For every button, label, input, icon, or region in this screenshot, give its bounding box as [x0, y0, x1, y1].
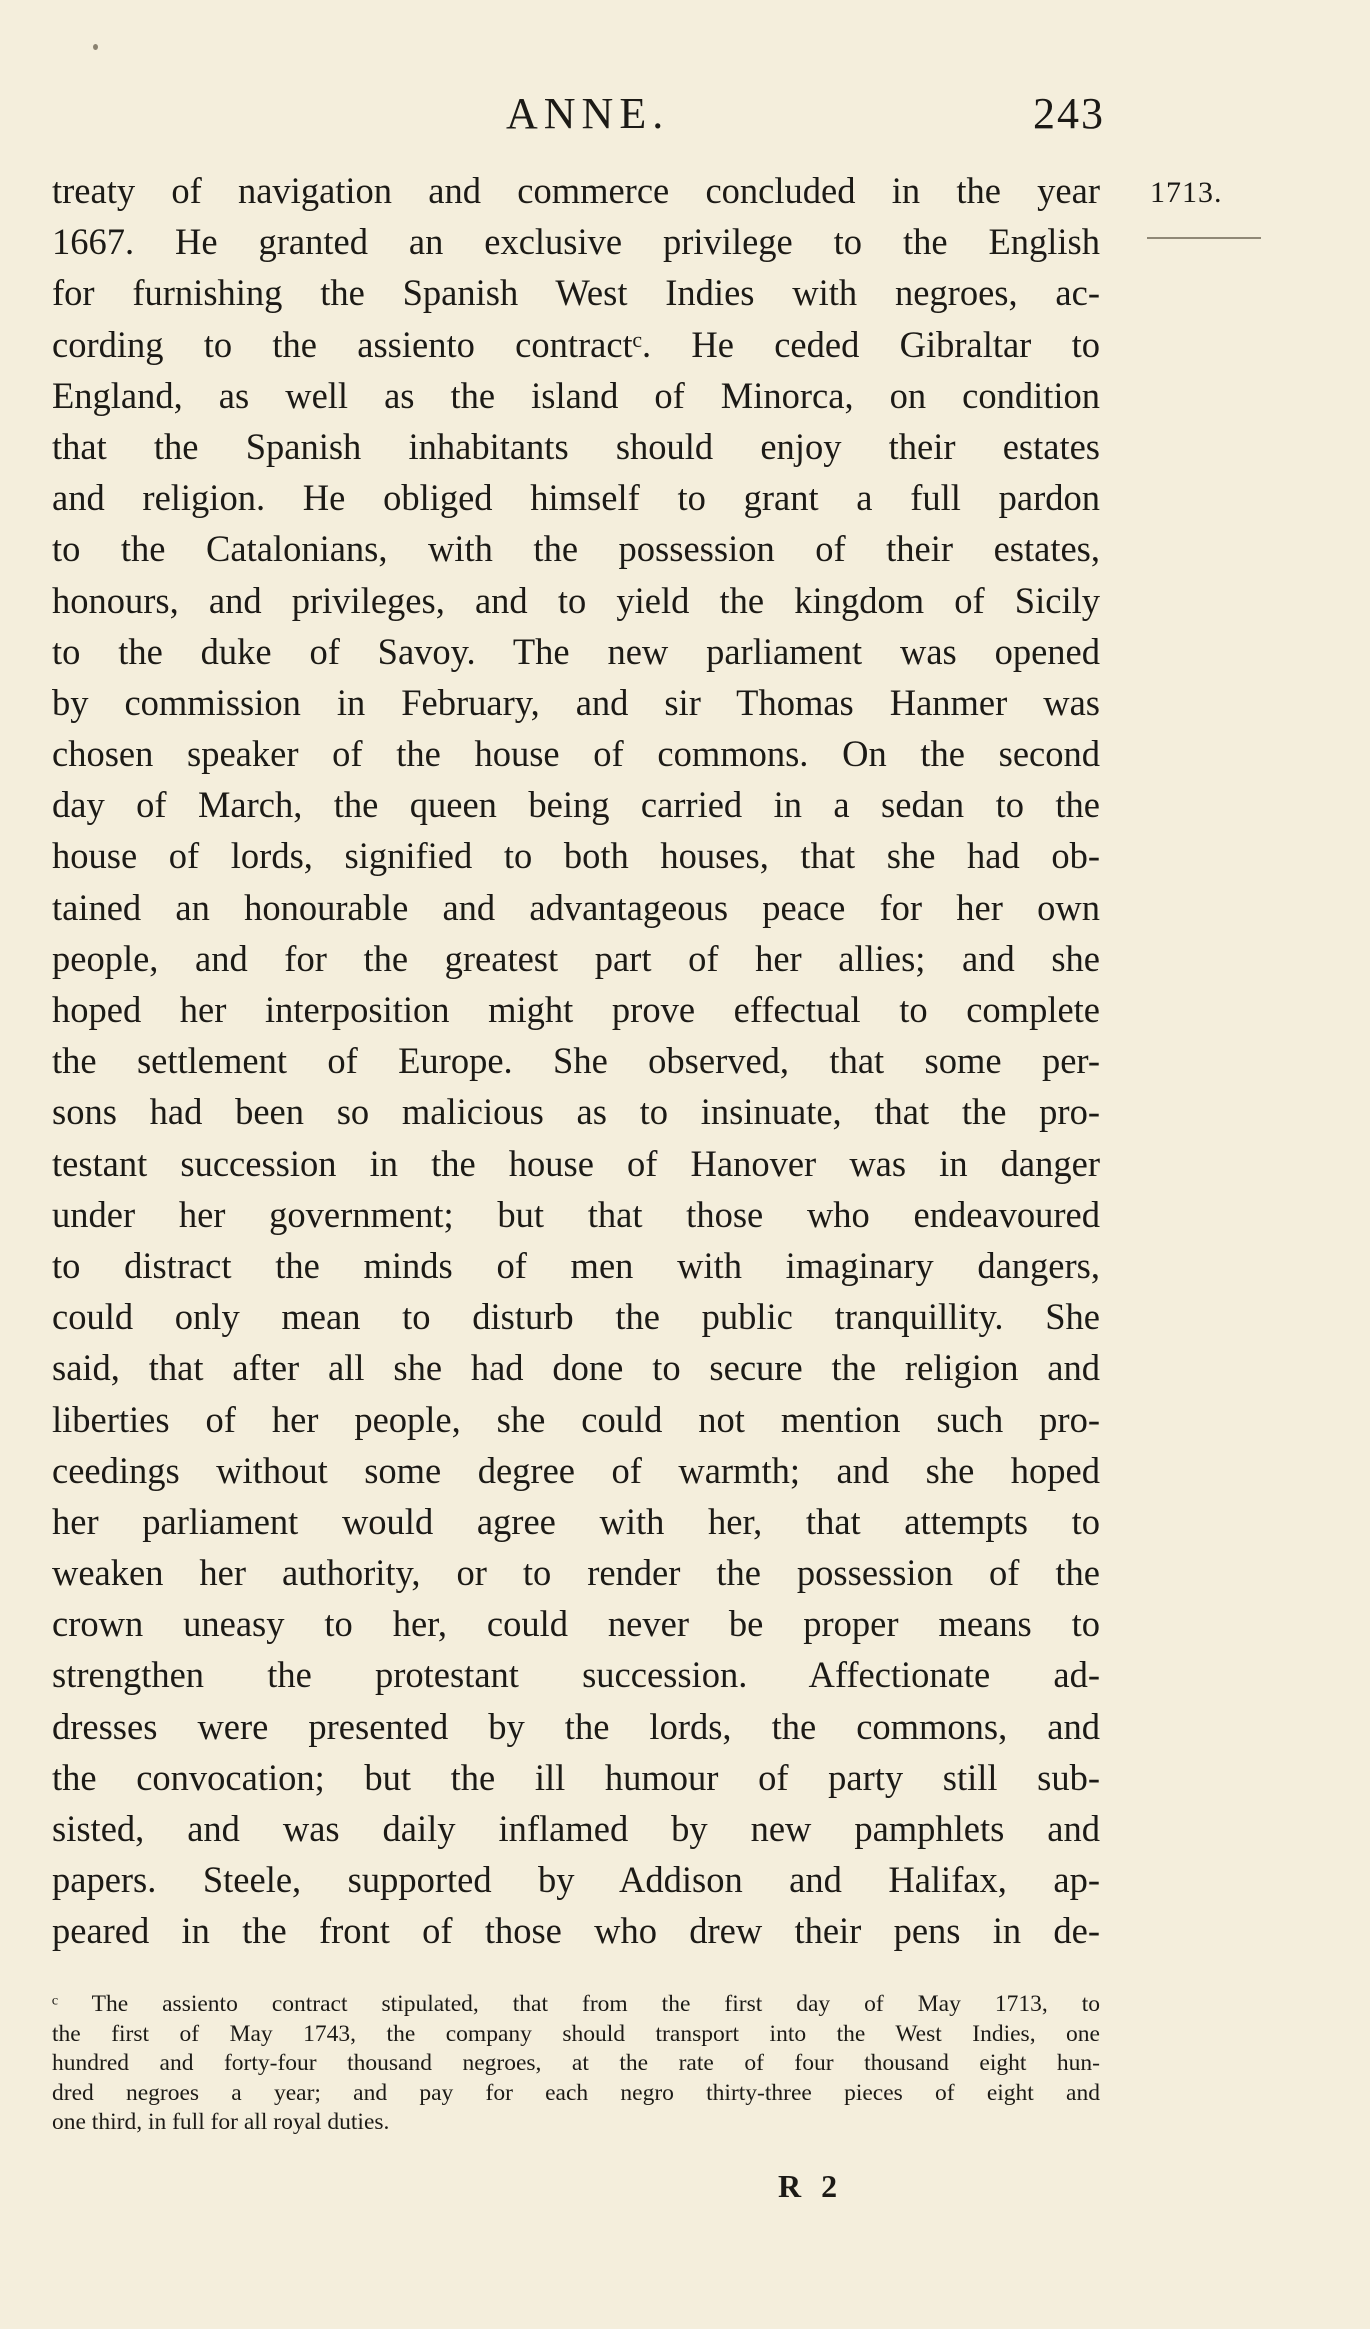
body-text	[52, 165, 1100, 1957]
body-line: strengthen the protestant succession. Affectionate ad-	[52, 1654, 1100, 1696]
body-line: by commission in February, and sir Thomas Hanmer was	[52, 681, 1100, 723]
signature-mark: R 2	[778, 2168, 844, 2204]
footnote-line: dred negroes a year; and pay for each negro thirty-three pieces of eight and	[52, 2079, 1100, 2106]
body-line: that the Spanish inhabitants should enjoy their estates	[52, 425, 1100, 467]
page-number: 243	[1033, 89, 1105, 138]
body-line: sisted, and was daily inflamed by new pamphlets and	[52, 1808, 1100, 1849]
body-line: crown uneasy to her, could never be proper means to	[52, 1603, 1100, 1645]
running-title: ANNE.	[506, 89, 670, 138]
body-line: weaken her authority, or to render the possession of the	[52, 1552, 1100, 1594]
body-line: ceedings without some degree of warmth; and she hoped	[52, 1449, 1100, 1491]
body-line: liberties of her people, she could not mention such pro-	[52, 1398, 1100, 1440]
body-line: people, and for the greatest part of her allies; and she	[52, 937, 1100, 979]
body-line: testant succession in the house of Hanover was in danger	[52, 1142, 1100, 1184]
body-line: the settlement of Europe. She observed, that some per-	[52, 1040, 1100, 1082]
body-line: chosen speaker of the house of commons. On the second	[52, 733, 1100, 775]
body-line: peared in the front of those who drew their pens in de-	[52, 1910, 1100, 1952]
body-line: and religion. He obliged himself to grant a full pardon	[52, 477, 1100, 519]
body-line: papers. Steele, supported by Addison and Halifax, ap-	[52, 1859, 1100, 1901]
body-line: day of March, the queen being carried in a sedan to the	[52, 784, 1100, 826]
body-line: treaty of navigation and commerce concluded in the year	[52, 170, 1100, 211]
ink-speck	[93, 44, 98, 50]
footnote-line: the first of May 1743, the company should transport into the West Indies, one	[52, 2020, 1100, 2047]
running-head	[0, 88, 1370, 144]
body-line: hoped her interposition might prove effectual to complete	[52, 989, 1100, 1030]
body-line: her parliament would agree with her, that attempts to	[52, 1500, 1100, 1542]
footnote-line: hundred and forty-four thousand negroes, at the rate of four thousand eight hun-	[52, 2050, 1100, 2076]
body-line: said, that after all she had done to secure the religion and	[52, 1347, 1100, 1389]
margin-rule	[1147, 237, 1261, 239]
footnotes	[52, 1990, 1100, 2138]
body-line: the convocation; but the ill humour of party still sub-	[52, 1756, 1100, 1798]
margin-year-note: 1713.	[1150, 176, 1223, 209]
body-line: to the Catalonians, with the possession of their estates,	[52, 528, 1100, 570]
body-line: for furnishing the Spanish West Indies with negroes, ac-	[52, 272, 1100, 314]
footnote-line: ᶜ The assiento contract stipulated, that from the first day of May 1713, to	[52, 1991, 1100, 2017]
body-line: to distract the minds of men with imaginary dangers,	[52, 1244, 1100, 1286]
body-line: honours, and privileges, and to yield the kingdom of Sicily	[52, 579, 1100, 621]
body-line: house of lords, signified to both houses, that she had ob-	[52, 835, 1100, 877]
body-line: tained an honourable and advantageous peace for her own	[52, 886, 1100, 928]
body-line: 1667. He granted an exclusive privilege to the English	[52, 221, 1100, 263]
footnote-line: one third, in full for all royal duties.	[52, 2109, 390, 2135]
body-line: could only mean to disturb the public tranquillity. She	[52, 1296, 1100, 1338]
body-line: sons had been so malicious as to insinuate, that the pro-	[52, 1091, 1100, 1133]
body-line: to the duke of Savoy. The new parliament was opened	[52, 630, 1100, 672]
body-line: dresses were presented by the lords, the commons, and	[52, 1705, 1100, 1747]
body-line: under her government; but that those who endeavoured	[52, 1193, 1100, 1235]
body-line: cording to the assiento contractᶜ. He ceded Gibraltar to	[52, 323, 1100, 365]
body-line: England, as well as the island of Minorca, on condition	[52, 374, 1100, 416]
